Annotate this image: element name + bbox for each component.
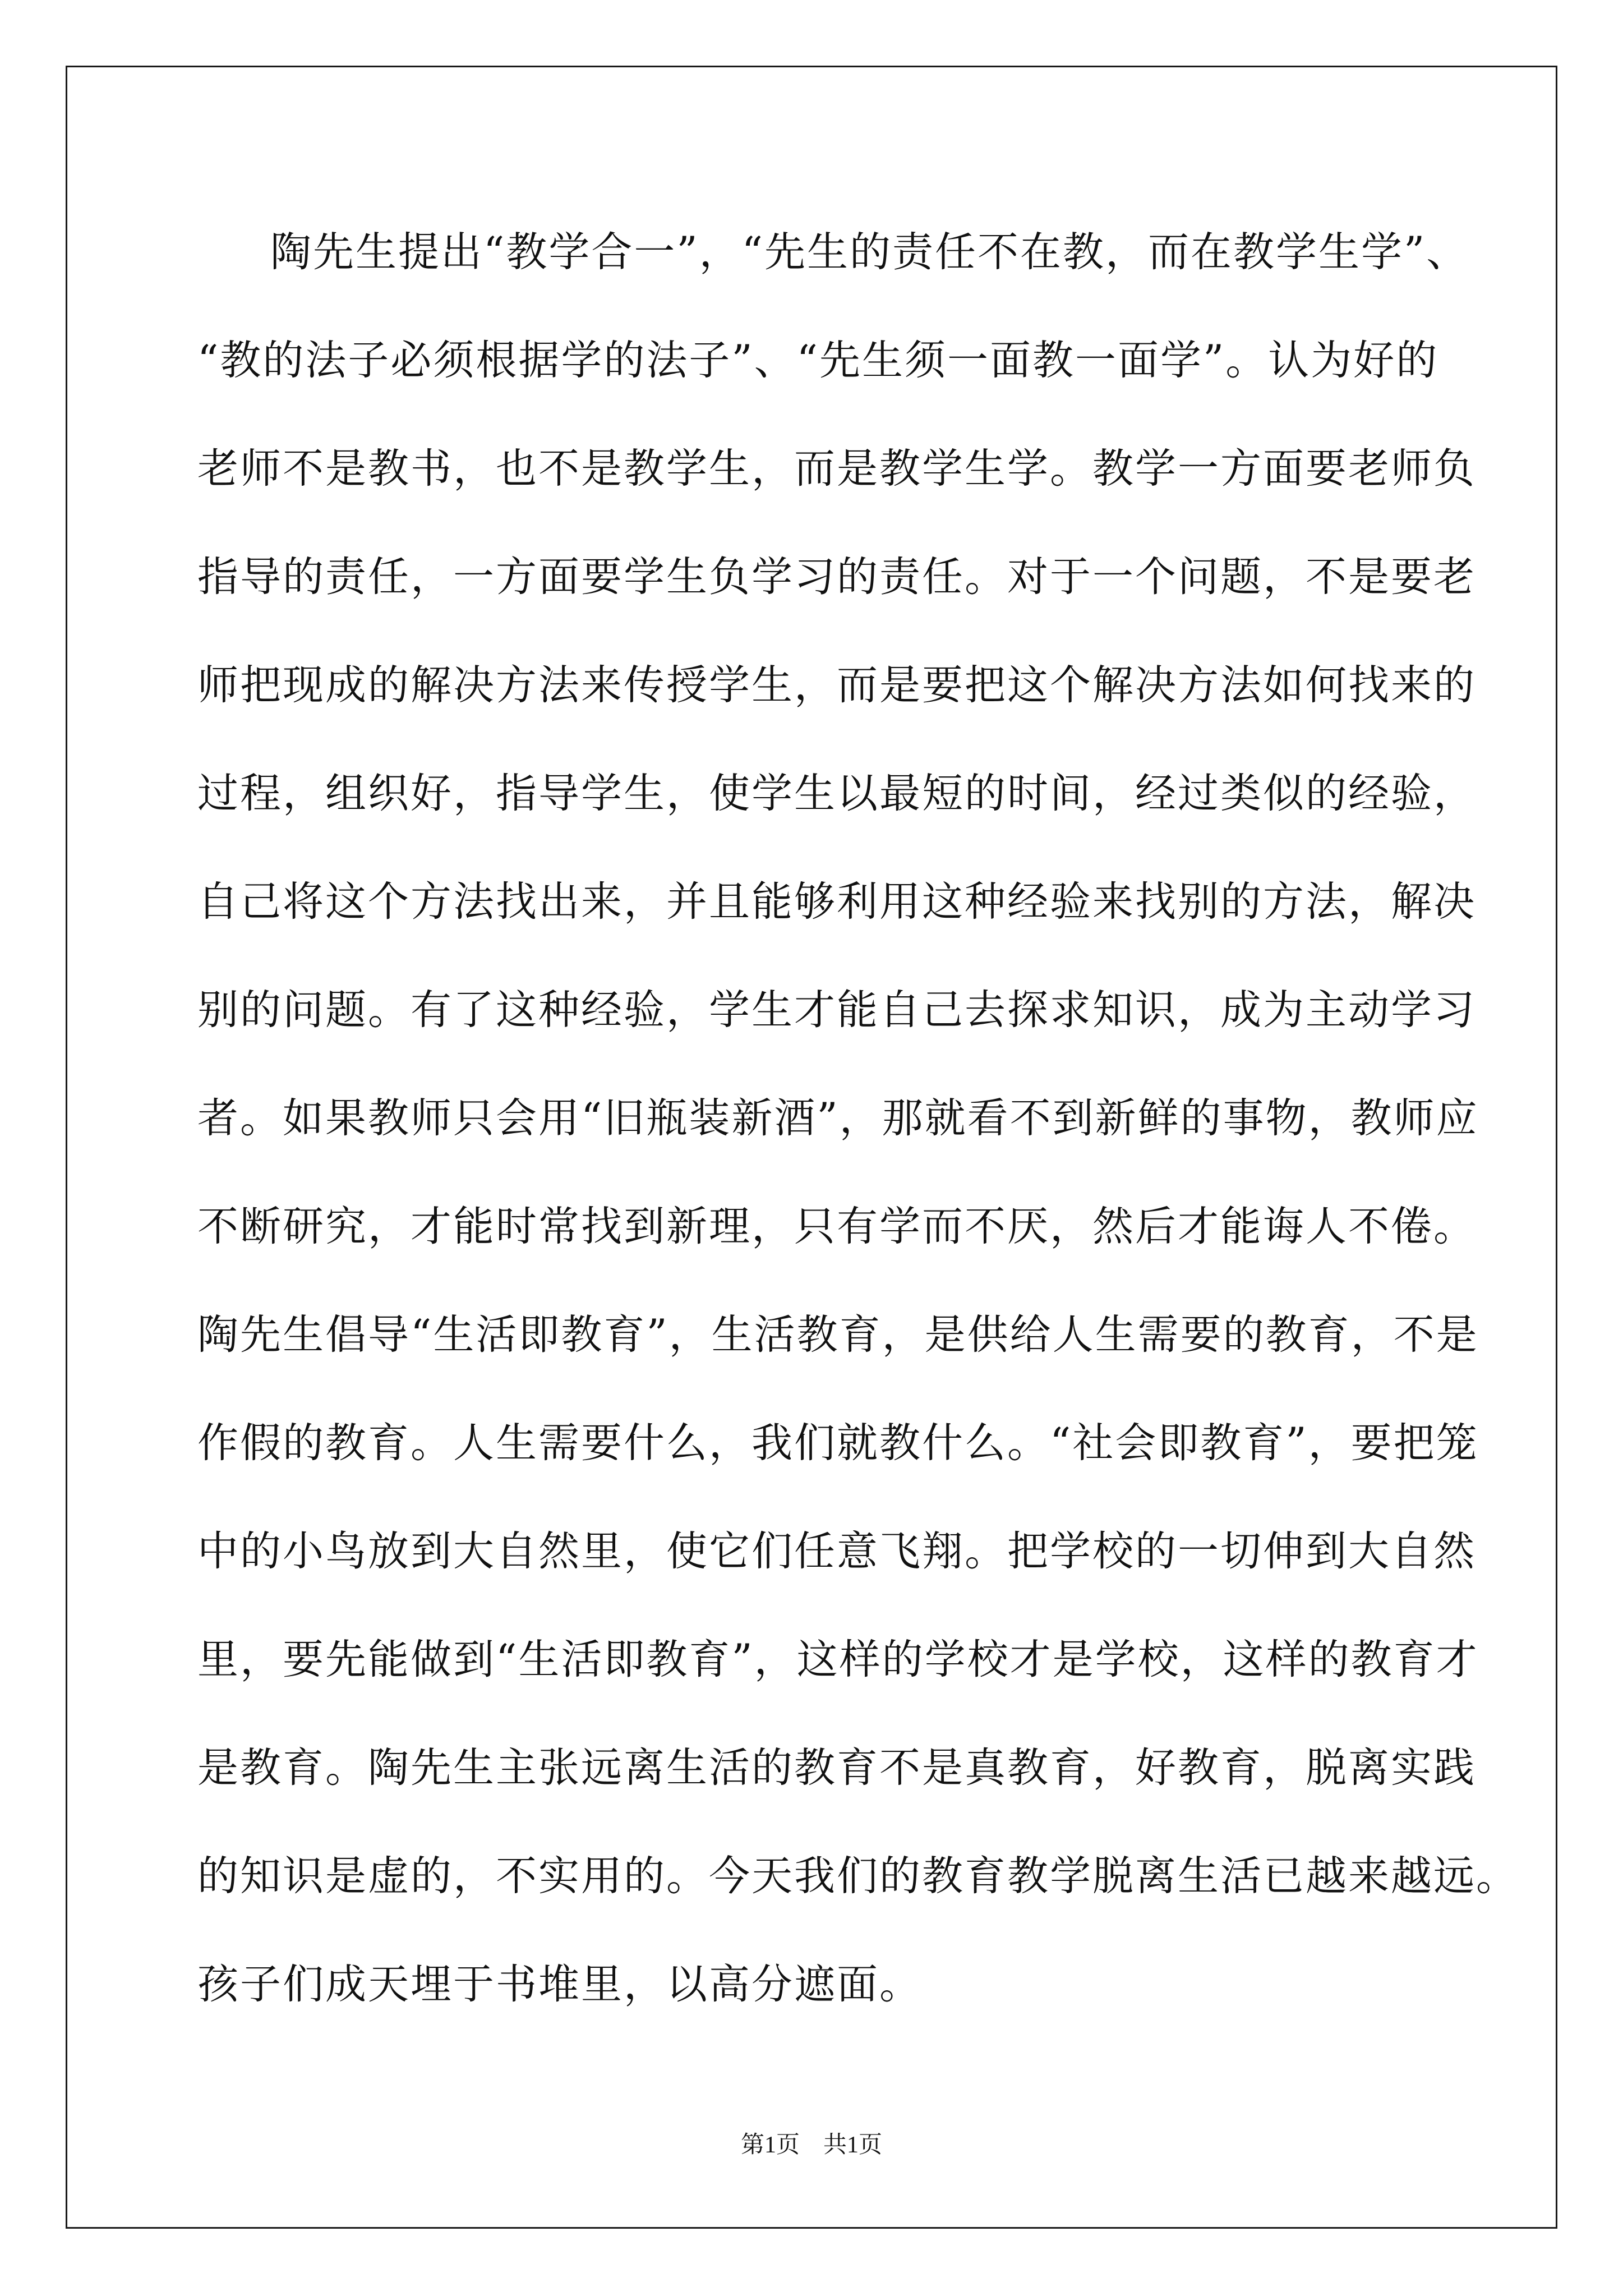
text-line: 陶先生倡导“生活即教育”，生活教育，是供给人生需要的教育，不是 [197, 1311, 1479, 1359]
text-line: 陶先生提出“教学合一”，“先生的责任不在教，而在教学生学”、 [270, 228, 1469, 276]
text-line: 中的小鸟放到大自然里，使它们任意飞翔。把学校的一切伸到大自然 [197, 1527, 1476, 1575]
text-line: 自己将这个方法找出来，并且能够利用这种经验来找别的方法，解决 [197, 878, 1476, 926]
page-number-footer: 第1页 共1页 [740, 2132, 882, 2158]
text-line: 过程，组织好，指导学生，使学生以最短的时间，经过类似的经验， [197, 770, 1476, 817]
text-line: 别的问题。有了这种经验，学生才能自己去探求知识，成为主动学习 [197, 986, 1476, 1034]
text-line: 老师不是教书，也不是教学生，而是教学生学。教学一方面要老师负 [197, 445, 1476, 493]
text-line: 者。如果教师只会用“旧瓶装新酒”，那就看不到新鲜的事物，教师应 [197, 1094, 1479, 1142]
text-line: 孩子们成天埋于书堆里，以高分遮面。 [197, 1961, 922, 2008]
text-line: 指导的责任，一方面要学生负学习的责任。对于一个问题，不是要老 [197, 553, 1476, 601]
text-line: 师把现成的解决方法来传授学生，而是要把这个解决方法如何找来的 [197, 661, 1476, 709]
text-line: 是教育。陶先生主张远离生活的教育不是真教育，好教育，脱离实践 [197, 1744, 1476, 1792]
text-line: 作假的教育。人生需要什么，我们就教什么。“社会即教育”，要把笼 [197, 1419, 1479, 1467]
text-line: 不断研究，才能时常找到新理，只有学而不厌，然后才能诲人不倦。 [197, 1203, 1476, 1250]
text-line: “教的法子必须根据学的法子”、“先生须一面教一面学”。认为好的 [197, 337, 1439, 384]
text-line: 的知识是虚的，不实用的。今天我们的教育教学脱离生活已越来越远。 [197, 1852, 1519, 1900]
text-line: 里，要先能做到“生活即教育”，这样的学校才是学校，这样的教育才 [197, 1636, 1479, 1683]
